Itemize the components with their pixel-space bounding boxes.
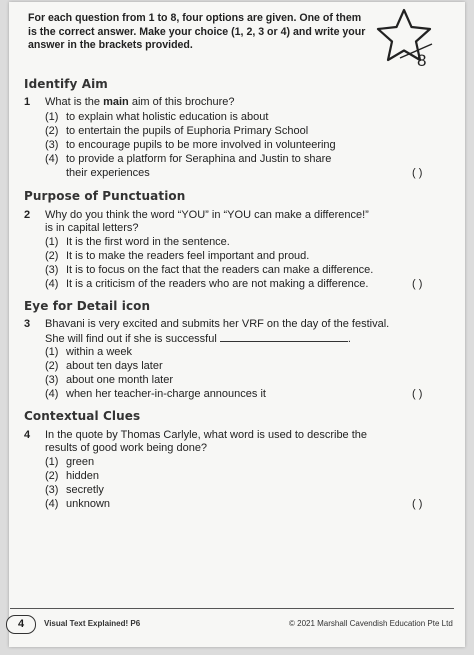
option-text-continuation: their experiences	[66, 167, 150, 179]
question-number: 2	[24, 209, 31, 221]
option-text: to provide a platform for Seraphina and Justin to share	[66, 153, 332, 165]
question-1-text: What is the main aim of this brochure?	[45, 96, 235, 108]
option-text: hidden	[66, 470, 100, 482]
answer-blank[interactable]	[220, 331, 348, 342]
option-number: (4)	[45, 153, 59, 165]
answer-bracket[interactable]: ( )	[412, 388, 423, 400]
option-text: within a week	[66, 346, 133, 358]
copyright: © 2021 Marshall Cavendish Education Pte Ltd	[289, 619, 453, 628]
option-number: (1)	[45, 236, 59, 248]
option-number: (1)	[45, 346, 59, 358]
option-text: It is to make the readers feel important and proud.	[66, 250, 310, 262]
option-text: when her teacher-in-charge announces it	[66, 388, 266, 400]
option-number: (4)	[45, 498, 59, 510]
question-2-line-2: is in capital letters?	[45, 222, 139, 234]
question-number: 4	[24, 429, 31, 441]
footer-divider	[10, 608, 454, 609]
option-number: (2)	[45, 125, 59, 137]
book-title: Visual Text Explained! P6	[44, 619, 141, 628]
option-number: (3)	[45, 264, 59, 276]
option-text: to explain what holistic education is about	[66, 111, 269, 123]
section-heading-eye-for-detail: Eye for Detail icon	[24, 299, 151, 313]
option-number: (3)	[45, 484, 59, 496]
option-number: (1)	[45, 456, 59, 468]
question-4-line-1: In the quote by Thomas Carlyle, what word is used to describe the	[45, 429, 368, 441]
answer-bracket[interactable]: ( )	[412, 278, 423, 290]
question-3-line-1: Bhavani is very excited and submits her VRF on the day of the festival.	[45, 318, 390, 330]
question-number: 3	[24, 318, 31, 330]
section-heading-identify-aim: Identify Aim	[24, 77, 108, 91]
option-number: (3)	[45, 139, 59, 151]
option-text: unknown	[66, 498, 111, 510]
option-number: (4)	[45, 278, 59, 290]
total-marks: 8	[417, 51, 427, 70]
question-4-line-2: results of good work being done?	[45, 442, 208, 454]
answer-bracket[interactable]: ( )	[412, 167, 423, 179]
option-text: secretly	[66, 484, 104, 496]
option-text: It is to focus on the fact that the readers can make a difference.	[66, 264, 374, 276]
question-3-line-2: She will find out if she is successful .	[45, 333, 351, 345]
option-number: (2)	[45, 250, 59, 262]
instructions: For each question from 1 to 8, four options are given. One of them is the correct answer. Make your choice (1, 2, 3 or 4) and write your answer in the brackets provided.	[28, 12, 366, 51]
option-text: to entertain the pupils of Euphoria Primary School	[66, 125, 309, 137]
page-number: 4	[6, 615, 36, 634]
section-heading-punctuation: Purpose of Punctuation	[24, 189, 186, 203]
section-heading-contextual-clues: Contextual Clues	[24, 409, 141, 423]
option-number: (4)	[45, 388, 59, 400]
option-text: It is a criticism of the readers who are not making a difference.	[66, 278, 369, 290]
question-number: 1	[24, 96, 31, 108]
question-2-line-1: Why do you think the word “YOU” in “YOU can make a difference!”	[45, 209, 369, 221]
option-text: green	[66, 456, 95, 468]
option-text: to encourage pupils to be more involved in volunteering	[66, 139, 336, 151]
option-number: (2)	[45, 470, 59, 482]
option-number: (2)	[45, 360, 59, 372]
option-text: about one month later	[66, 374, 174, 386]
answer-bracket[interactable]: ( )	[412, 498, 423, 510]
option-text: It is the first word in the sentence.	[66, 236, 230, 248]
option-number: (3)	[45, 374, 59, 386]
option-text: about ten days later	[66, 360, 163, 372]
option-number: (1)	[45, 111, 59, 123]
